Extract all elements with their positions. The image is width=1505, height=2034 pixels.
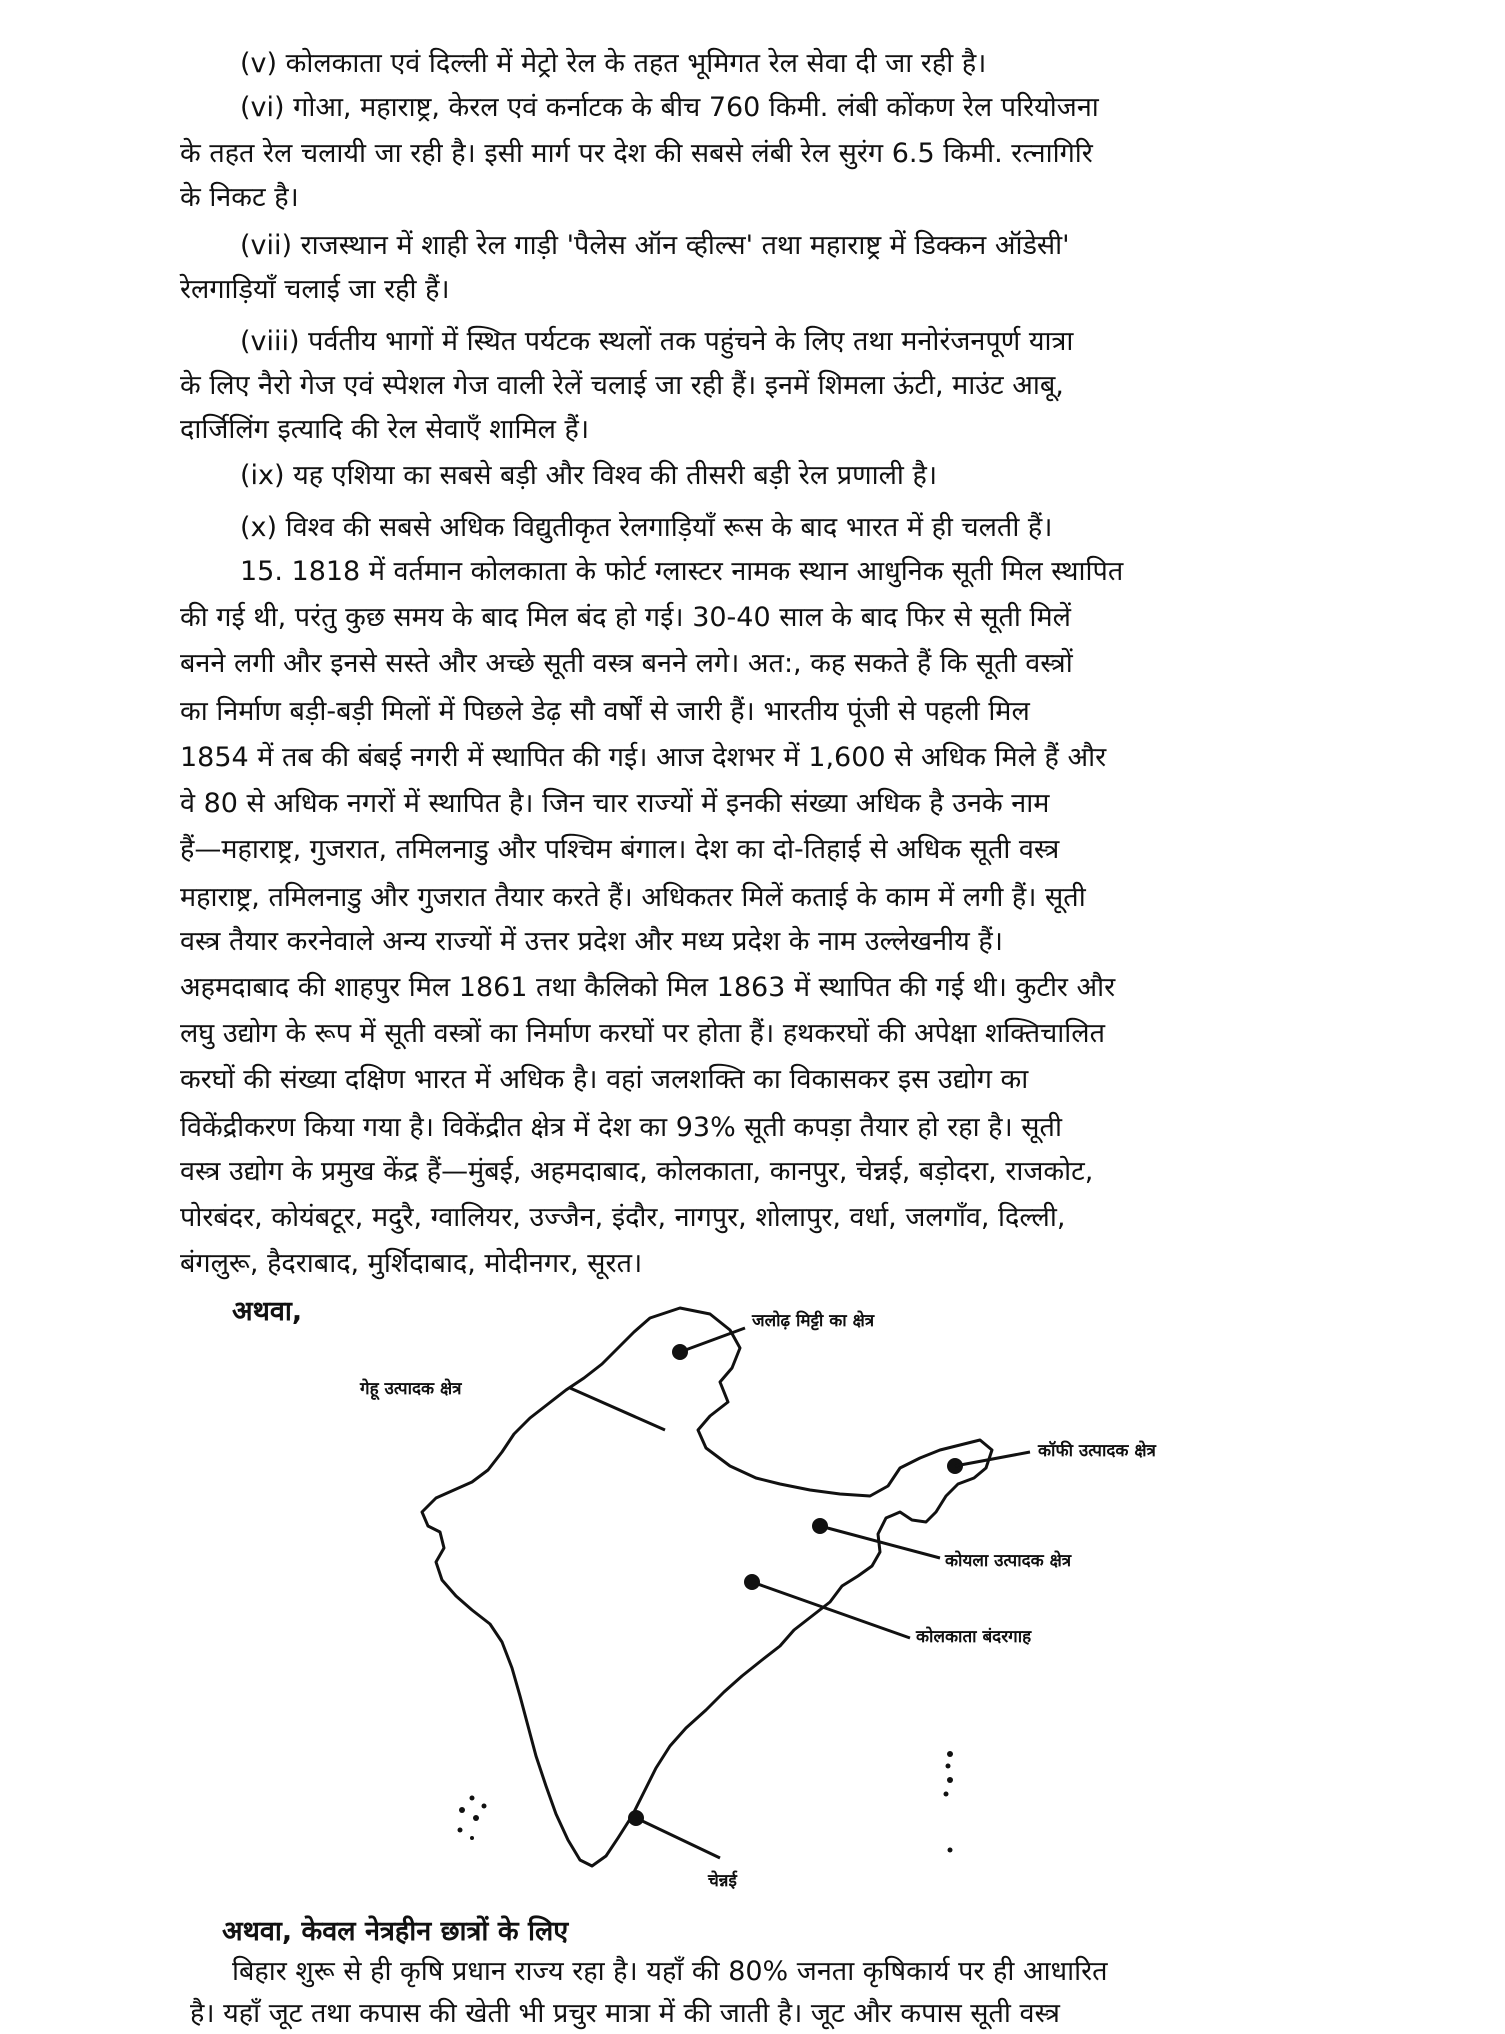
text-line: महाराष्ट्र, तमिलनाडु और गुजरात तैयार करते हैं। अधिकतर मिलें कताई के काम में लगी हैं। सूती xyxy=(180,882,1086,913)
text-line: विकेंद्रीकरण किया गया है। विकेंद्रीत क्षेत्र में देश का 93% सूती कपड़ा तैयार हो रहा है। सूती xyxy=(180,1112,1062,1143)
text-line: का निर्माण बड़ी-बड़ी मिलों में पिछले डेढ़ सौ वर्षों से जारी हैं। भारतीय पूंजी से पहली मिल xyxy=(180,696,1030,727)
section-15-line: 15. 1818 में वर्तमान कोलकाता के फोर्ट ग्लास्टर नामक स्थान आधुनिक सूती मिल स्थापित xyxy=(240,556,1124,587)
text-line: के तहत रेल चलायी जा रही है। इसी मार्ग पर देश की सबसे लंबी रेल सुरंग 6.5 किमी. रत्नागिरि xyxy=(180,138,1093,169)
text-line: (vii) राजस्थान में शाही रेल गाड़ी 'पैलेस ऑन व्हील्स' तथा महाराष्ट्र में डिक्कन ऑडेसी' xyxy=(240,230,1070,261)
text-line: (v) कोलकाता एवं दिल्ली में मेट्रो रेल के तहत भूमिगत रेल सेवा दी जा रही है। xyxy=(240,48,987,79)
athva-blind-heading: अथवा, केवल नेत्रहीन छात्रों के लिए xyxy=(222,1916,569,1947)
text-line: हैं—महाराष्ट्र, गुजरात, तमिलनाडु और पश्चिम बंगाल। देश का दो-तिहाई से अधिक सूती वस्त्र xyxy=(180,834,1060,865)
text-line: बनने लगी और इनसे सस्ते और अच्छे सूती वस्त्र बनने लगे। अत:, कह सकते हैं कि सूती वस्त्रों xyxy=(180,648,1073,679)
india-map-svg xyxy=(360,1290,1280,1930)
text-line: करघों की संख्या दक्षिण भारत में अधिक है। वहां जलशक्ति का विकासकर इस उद्योग का xyxy=(180,1064,1029,1095)
text-line: (viii) पर्वतीय भागों में स्थित पर्यटक स्थलों तक पहुंचने के लिए तथा मनोरंजनपूर्ण यात्रा xyxy=(240,326,1074,357)
marker-chennai xyxy=(628,1810,738,1891)
text-line: बंगलुरू, हैदराबाद, मुर्शिदाबाद, मोदीनगर, सूरत। xyxy=(180,1248,643,1279)
text-line: (x) विश्व की सबसे अधिक विद्युतीकृत रेलगाड़ियाँ रूस के बाद भारत में ही चलती हैं। xyxy=(240,512,1053,543)
bihar-line: बिहार शुरू से ही कृषि प्रधान राज्य रहा है। यहाँ की 80% जनता कृषिकार्य पर ही आधारित xyxy=(232,1956,1108,1987)
text-line: लघु उद्योग के रूप में सूती वस्त्रों का निर्माण करघों पर होता हैं। हथकरघों की अपेक्षा शक्तिचालित xyxy=(180,1018,1105,1049)
text-line: 1854 में तब की बंबई नगरी में स्थापित की गई। आज देशभर में 1,600 से अधिक मिले हैं और xyxy=(180,742,1107,773)
map-label-wheat: गेहू उत्पादक क्षेत्र xyxy=(360,1379,462,1399)
marker-alluvial xyxy=(672,1310,875,1360)
text-line: वस्त्र तैयार करनेवाले अन्य राज्यों में उत्तर प्रदेश और मध्य प्रदेश के नाम उल्लेखनीय हैं। xyxy=(180,926,1003,957)
marker-coffee xyxy=(947,1440,1157,1474)
text-line: के लिए नैरो गेज एवं स्पेशल गेज वाली रेलें चलाई जा रही हैं। इनमें शिमला ऊंटी, माउंट आबू, xyxy=(180,370,1064,401)
text-line: के निकट है। xyxy=(180,182,299,213)
map-label-kolkata: कोलकाता बंदरगाह xyxy=(916,1627,1032,1647)
bihar-line: है। यहाँ जूट तथा कपास की खेती भी प्रचुर मात्रा में की जाती है। जूट और कपास सूती वस्त्र xyxy=(190,1998,1060,2029)
text-line: दार्जिलिंग इत्यादि की रेल सेवाएँ शामिल हैं। xyxy=(180,414,590,445)
andaman-islands xyxy=(944,1751,954,1853)
text-line: वस्त्र उद्योग के प्रमुख केंद्र हैं—मुंबई, अहमदाबाद, कोलकाता, कानपुर, चेन्नई, बड़ोदरा, राजकोट, xyxy=(180,1156,1094,1187)
athva-heading: अथवा, xyxy=(232,1296,303,1327)
map-label-alluvial: जलोढ़ मिट्टी का क्षेत्र xyxy=(752,1311,875,1331)
text-line: अहमदाबाद की शाहपुर मिल 1861 तथा कैलिको मिल 1863 में स्थापित की गई थी। कुटीर और xyxy=(180,972,1116,1003)
india-map xyxy=(360,1290,1280,1930)
text-line: पोरबंदर, कोयंबटूर, मदुरै, ग्वालियर, उज्जैन, इंदौर, नागपुर, शोलापुर, वर्धा, जलगाँव, दिल्ली, xyxy=(180,1202,1066,1233)
lakshadweep-islands xyxy=(458,1796,487,1841)
text-line: (ix) यह एशिया का सबसे बड़ी और विश्व की तीसरी बड़ी रेल प्रणाली है। xyxy=(240,460,938,491)
text-line: वे 80 से अधिक नगरों में स्थापित है। जिन चार राज्यों में इनकी संख्या अधिक है उनके नाम xyxy=(180,788,1050,819)
marker-wheat xyxy=(359,1378,665,1430)
text-line: की गई थी, परंतु कुछ समय के बाद मिल बंद हो गई। 30-40 साल के बाद फिर से सूती मिलें xyxy=(180,602,1071,633)
map-label-coal: कोयला उत्पादक क्षेत्र xyxy=(945,1551,1072,1571)
map-label-coffee: कॉफी उत्पादक क्षेत्र xyxy=(1038,1441,1156,1461)
india-outline xyxy=(422,1308,992,1866)
marker-coal xyxy=(812,1518,1072,1571)
text-line: रेलगाड़ियाँ चलाई जा रही हैं। xyxy=(180,274,450,305)
text-line: (vi) गोआ, महाराष्ट्र, केरल एवं कर्नाटक के बीच 760 किमी. लंबी कोंकण रेल परियोजना xyxy=(240,92,1099,123)
map-label-chennai: चेन्नई xyxy=(708,1871,737,1891)
